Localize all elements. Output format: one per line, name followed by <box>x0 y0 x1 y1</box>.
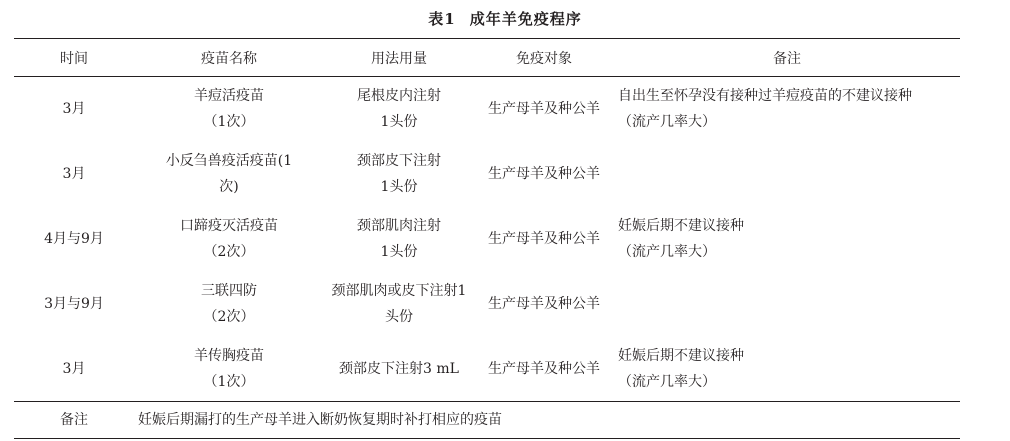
usage-dose: 1头份 <box>380 244 418 260</box>
note-line: （流产几率大） <box>618 244 716 260</box>
usage-method: 尾根皮内注射 <box>357 88 441 105</box>
footnote-row <box>14 402 960 439</box>
usage-dose: 1头份 <box>380 179 418 195</box>
cell-target: 生产母羊及种公羊 <box>488 166 600 182</box>
cell-target: 生产母羊及种公羊 <box>488 231 600 247</box>
cell-note <box>614 77 960 142</box>
cell-target: 生产母羊及种公羊 <box>488 360 600 377</box>
cell-usage <box>324 207 474 272</box>
vaccine-name: 小反刍兽疫活疫苗(1 <box>165 153 293 169</box>
header-row <box>14 39 960 77</box>
usage-dose: 1头份 <box>380 114 418 131</box>
cell-vaccine <box>134 272 324 337</box>
usage-method: 颈部皮下注射3 mL <box>339 360 459 377</box>
table-row <box>14 77 960 142</box>
cell-time: 3月 <box>62 101 86 118</box>
vaccine-doses: （1次） <box>203 114 255 131</box>
cell-usage <box>324 77 474 142</box>
vaccine-doses: （1次） <box>203 373 255 390</box>
note-line: （流产几率大） <box>618 373 716 390</box>
vaccine-doses: （2次） <box>203 309 255 325</box>
vaccine-name: 三联四防 <box>201 283 257 299</box>
header-usage: 用法用量 <box>324 39 474 77</box>
table-number: 表1 <box>428 10 456 28</box>
cell-note <box>614 337 960 402</box>
usage-method: 颈部肌肉或皮下注射1 <box>331 283 467 299</box>
cell-target: 生产母羊及种公羊 <box>488 296 600 312</box>
vaccine-name: 羊传胸疫苗 <box>194 347 264 364</box>
note-line: 妊娠后期不建议接种 <box>618 218 744 234</box>
cell-vaccine <box>134 207 324 272</box>
usage-dose: 头份 <box>385 309 413 325</box>
cell-time: 3月 <box>62 360 86 377</box>
table-row <box>14 272 960 337</box>
cell-note <box>614 207 960 272</box>
usage-method: 颈部皮下注射 <box>357 153 441 169</box>
header-target: 免疫对象 <box>474 39 614 77</box>
note-line: （流产几率大） <box>618 114 716 131</box>
cell-vaccine <box>134 142 324 207</box>
note-line: 妊娠后期不建议接种 <box>618 347 744 364</box>
header-vaccine: 疫苗名称 <box>134 39 324 77</box>
table-row <box>14 337 960 402</box>
footnote-text: 妊娠后期漏打的生产母羊进入断奶恢复期时补打相应的疫苗 <box>134 402 960 439</box>
vaccine-name: 口蹄疫灭活疫苗 <box>180 218 278 234</box>
table-row <box>14 207 960 272</box>
cell-time: 3月 <box>62 166 86 182</box>
header-note: 备注 <box>614 39 960 77</box>
cell-usage <box>324 337 474 402</box>
usage-method: 颈部肌肉注射 <box>357 218 441 234</box>
cell-vaccine <box>134 337 324 402</box>
cell-usage <box>324 142 474 207</box>
cell-usage <box>324 272 474 337</box>
cell-note <box>614 272 960 337</box>
table-title-text: 成年羊免疫程序 <box>469 10 582 28</box>
vaccine-doses: （2次） <box>203 244 255 260</box>
cell-note <box>614 142 960 207</box>
vaccine-name: 羊痘活疫苗 <box>194 88 264 105</box>
immunization-table <box>14 38 960 439</box>
cell-time: 3月与9月 <box>44 296 104 312</box>
cell-vaccine <box>134 77 324 142</box>
vaccine-doses: 次) <box>219 179 239 195</box>
note-line: 自出生至怀孕没有接种过羊痘疫苗的不建议接种 <box>618 88 912 105</box>
table-row <box>14 142 960 207</box>
cell-target: 生产母羊及种公羊 <box>488 101 600 118</box>
footnote-label: 备注 <box>14 402 134 439</box>
cell-time: 4月与9月 <box>44 231 104 247</box>
table-title <box>0 8 1010 29</box>
header-time: 时间 <box>14 39 134 77</box>
